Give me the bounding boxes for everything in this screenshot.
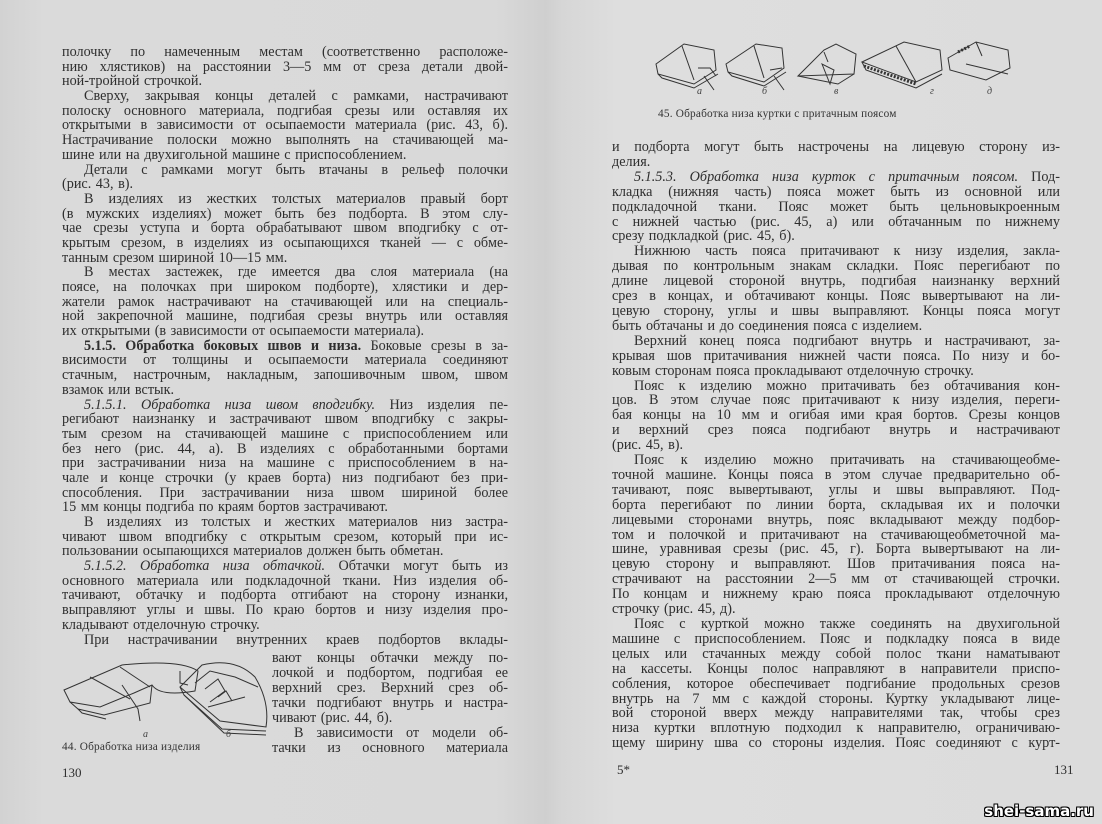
- text-line: [612, 334, 1060, 349]
- text-line: [62, 89, 508, 104]
- line-text: и верхний срез пояса подгибают внутрь и настрачивают: [612, 422, 1060, 439]
- text-line: [62, 603, 508, 618]
- text-line: [612, 587, 1060, 602]
- line-text: точной машине. Концы пояса в этом случае предварительно об-: [612, 466, 1060, 483]
- text-line: [612, 528, 1060, 543]
- text-line: [612, 453, 1060, 468]
- line-text: основного материала или подкладочной ткани. Низ изделия об-: [62, 572, 508, 589]
- line-text: срезу подкладкой (рис. 45, б).: [612, 228, 795, 245]
- text-line: [612, 677, 1060, 692]
- text-line: [62, 559, 508, 574]
- text-line: [62, 324, 508, 339]
- line-text: (рис. 45, в).: [612, 437, 684, 454]
- text-line: [612, 349, 1060, 364]
- figure-45-label-b: б: [762, 86, 768, 97]
- section-heading: 5.1.5.1. Обработка низа швом вподгибку.: [84, 396, 376, 413]
- text-line: [62, 486, 508, 501]
- line-text: Сверху, закрывая концы деталей с рамками, настрачивают: [84, 88, 508, 105]
- line-text: Настрачивание полоски можно выполнять на стачивающей ма-: [62, 132, 508, 149]
- line-text: тачки из основного материала: [272, 740, 508, 756]
- figure-44-drawing: [60, 657, 275, 739]
- text-line: [612, 304, 1060, 319]
- text-line: [62, 251, 508, 266]
- section-heading: 5.1.5.2. Обработка низа обтачкой.: [84, 558, 326, 575]
- text-line: [62, 295, 508, 310]
- line-text: том и полочкой и притачивают на стачивающеобметочной ма-: [612, 526, 1060, 543]
- line-text: с нижней частью (рис. 45, а) или обтачанным по нижнему: [612, 213, 1060, 230]
- text-line: [62, 177, 508, 192]
- text-line: [62, 45, 508, 60]
- line-text: (рис. 43, в).: [62, 176, 134, 193]
- figure-45-label-v: в: [834, 86, 839, 97]
- text-line: [62, 353, 508, 368]
- figure-45-drawing: [654, 40, 1014, 96]
- line-text: регибают наизнанку и застрачивают швом вподгибку с закры-: [62, 411, 508, 428]
- text-line: [612, 692, 1060, 707]
- text-line: [62, 574, 508, 589]
- text-line: [612, 364, 1060, 379]
- line-text: ковым сторонам пояса прокладывают отделочную строчку.: [612, 362, 974, 379]
- line-text: чивают (рис. 44, б).: [272, 710, 393, 726]
- line-text: Боковые срезы в за-: [361, 337, 508, 354]
- text-line: [62, 265, 508, 280]
- line-text: чале и конце строчки (у краев борта) низ подгибают без при-: [62, 469, 508, 486]
- line-text: кладка (нижняя часть) пояса может быть из основной или: [612, 183, 1060, 200]
- text-line: [62, 236, 508, 251]
- line-text: тым срезом на стачивающей машине с приспособлением или: [62, 425, 508, 442]
- figure-45-label-a: а: [697, 86, 702, 97]
- text-line: [62, 412, 508, 427]
- text-line: [612, 602, 1060, 617]
- text-line: [272, 681, 508, 696]
- text-line: [62, 427, 508, 442]
- text-line: [612, 408, 1060, 423]
- line-text: целых или стачанных между собой полос ткани наматывают: [612, 645, 1060, 662]
- line-text: срез в концах, и обтачивают концы. Пояс вывертывают на ли-: [612, 288, 1060, 305]
- line-text: По концам и нижнему краю пояса прокладывают отделочную: [612, 586, 1060, 603]
- line-text: Верхний конец пояса подгибают внутрь и настрачивают, за-: [634, 332, 1060, 349]
- text-line: [612, 259, 1060, 274]
- text-line: [612, 498, 1060, 513]
- line-text: Пояс с курткой можно также соединять на двухигольной: [634, 616, 1060, 632]
- text-line: [612, 244, 1060, 259]
- left-body-text: [62, 45, 508, 647]
- line-text: Детали с рамками могут быть втачаны в рельеф полочки: [84, 161, 508, 178]
- text-line: [62, 309, 508, 324]
- text-line: [62, 60, 508, 75]
- line-text: крывая шов притачивания нижней части пояса. По низу и бо-: [612, 347, 1060, 364]
- text-line: [612, 721, 1060, 736]
- line-text: цевую сторону, углы и швы выправляют. Концы пояса могут: [612, 302, 1060, 319]
- line-text: при застрачивании низа на машине с приспособлением в на-: [62, 455, 508, 472]
- line-text: подкладочной ткани. Пояс может быть цельновыкроенным: [612, 198, 1060, 215]
- section-heading: 5.1.5. Обработка боковых швов и низа.: [84, 337, 362, 354]
- line-text: стачным, настрочным, накладным, запошивочным швом, швом: [62, 367, 508, 384]
- line-text: Низ изделия пе-: [375, 396, 508, 413]
- line-text: ной-тройной строчкой.: [62, 73, 203, 90]
- line-text: В изделиях из толстых и жестких материалов низ застра-: [84, 514, 508, 530]
- line-text: вой стороной вверх между направителями так, чтобы срез: [612, 705, 1060, 722]
- line-text: Пояс к изделию можно притачивать без обтачивания кон-: [634, 377, 1060, 394]
- line-text: вают концы обтачки между по-: [272, 650, 508, 666]
- text-line: [612, 319, 1060, 334]
- text-line: [62, 588, 508, 603]
- line-text: (в мужских изделиях) может быть без подборта. В этом слу-: [62, 205, 508, 222]
- figure-44-caption: 44. Обработка низа изделия: [62, 741, 201, 753]
- text-line: [612, 617, 1060, 632]
- text-line: [612, 229, 1060, 244]
- right-body-text: [612, 140, 1060, 751]
- text-line: [62, 339, 508, 354]
- line-text: их открытыми (в зависимости от осыпаемости материала).: [62, 323, 425, 340]
- text-line: [62, 383, 508, 398]
- page-number-right: 131: [1054, 762, 1074, 777]
- line-text: быть обтачаны и до соединения пояса с изделием.: [612, 317, 923, 334]
- line-text: взамок или встык.: [62, 381, 175, 398]
- text-line: [62, 148, 508, 163]
- line-text: тачивают, пояс вывертывают, углы и швы выправляют. Под-: [612, 481, 1060, 498]
- line-text: полоску основного материала, подгибая срезы или оставляя их: [62, 102, 508, 119]
- line-text: жатели рамок настрачивают на стачивающей или на специаль-: [62, 293, 508, 310]
- text-line: [62, 368, 508, 383]
- text-line: [272, 726, 508, 741]
- text-line: [62, 544, 508, 559]
- line-text: чае срезы уступа и борта обрабатывают швом вподгибку с от-: [62, 220, 508, 237]
- watermark-logo: shei-sama.ru: [984, 802, 1094, 820]
- line-text: пользовании осыпающихся материалов должен быть обметан.: [62, 543, 444, 560]
- line-text: чивают швом вподгибку с открытым срезом, который при ис-: [62, 528, 508, 545]
- line-text: выправляют углы и швы. По краю бортов и низу изделия про-: [62, 602, 508, 619]
- text-line: [62, 118, 508, 133]
- text-line: [612, 483, 1060, 498]
- text-line: [62, 133, 508, 148]
- text-line: [612, 215, 1060, 230]
- text-line: [612, 542, 1060, 557]
- text-line: [612, 557, 1060, 572]
- text-line: [272, 651, 508, 666]
- line-text: лицевыми сторонами внутрь, пояс вкладывают между подбор-: [612, 511, 1060, 528]
- text-line: [62, 74, 508, 89]
- text-line: [62, 618, 508, 633]
- figure-44-label-a: а: [143, 729, 148, 740]
- text-line: [612, 662, 1060, 677]
- text-line: [612, 513, 1060, 528]
- text-line: [612, 468, 1060, 483]
- text-line: [62, 280, 508, 295]
- line-text: строчку (рис. 45, д).: [612, 601, 736, 618]
- line-text: Обтачки могут быть из: [325, 558, 508, 575]
- text-line: [612, 170, 1060, 185]
- text-line: [612, 423, 1060, 438]
- line-text: В местах застежек, где имеется два слоя материала (на: [84, 264, 508, 281]
- text-line: [612, 200, 1060, 215]
- line-text: ной закрепочной машине, подгибая срезы внутрь или оставляя: [62, 308, 508, 325]
- text-line: [612, 155, 1060, 170]
- text-line: [612, 706, 1060, 721]
- text-line: [272, 666, 508, 681]
- line-text: без него (рис. 44, а). В изделиях с обработанными бортами: [62, 440, 508, 457]
- text-line: [62, 530, 508, 545]
- text-line: [62, 398, 508, 413]
- line-text: цов. В этом случае пояс притачивают к низу изделия, переги-: [612, 392, 1060, 409]
- line-text: страчивают на расстоянии 2—5 мм от стачивающей строчки.: [612, 571, 1060, 588]
- line-text: Пояс к изделию можно притачивать на стачивающеобме-: [634, 452, 1060, 469]
- line-text: нию хлястиков) на расстоянии 3—5 мм от среза детали двой-: [62, 58, 508, 75]
- line-text: лочкой и подбортом, подгибая ее: [272, 665, 508, 681]
- line-text: способления. При застрачивании низа швом шириной более: [62, 484, 508, 501]
- text-line: [272, 711, 508, 726]
- text-line: [612, 274, 1060, 289]
- text-line: [612, 289, 1060, 304]
- line-text: поясе, на полочках при широком подборте), хлястики и дер-: [62, 279, 508, 295]
- text-line: [272, 741, 508, 756]
- line-text: на кассеты. Концы полос направляют в направители приспо-: [612, 660, 1060, 677]
- text-line: [62, 104, 508, 119]
- line-text: В изделиях из жестких толстых материалов правый борт: [84, 190, 508, 207]
- line-text: крытым срезом, в изделиях из осыпающихся тканей — с обме-: [62, 234, 508, 251]
- text-line: [62, 192, 508, 207]
- line-text: полочку по намеченным местам (соответственно расположе-: [62, 44, 508, 60]
- line-text: тачки подгибают внутрь и настра-: [272, 695, 508, 711]
- line-text: танным срезом шириной 10—15 мм.: [62, 249, 288, 266]
- text-line: [62, 221, 508, 236]
- line-text: внутрь на 7 мм с каждой стороны. Куртку укладывают лице-: [612, 690, 1060, 707]
- line-text: При настрачивании внутренних краев подбортов вклады-: [84, 631, 508, 648]
- text-line: [62, 163, 508, 178]
- text-line: [62, 515, 508, 530]
- line-text: и подборта могут быть настрочены на лицевую сторону из-: [612, 139, 1060, 155]
- line-text: дывая по контрольным знакам складки. Пояс перегибают по: [612, 258, 1060, 275]
- section-heading: 5.1.5.3. Обработка низа курток с притачным поясом.: [634, 168, 1018, 185]
- line-text: открытыми в зависимости от осыпаемости материала (рис. 43, б).: [62, 117, 508, 134]
- line-text: В зависимости от модели об-: [294, 725, 508, 741]
- line-text: борта перегибают по линии борта, складывая их и полочки: [612, 496, 1060, 513]
- line-text: собления, которое обеспечивает подгибание продольных срезов: [612, 675, 1060, 692]
- text-line: [612, 379, 1060, 394]
- left-side-text: [272, 651, 508, 756]
- text-line: [272, 696, 508, 711]
- page-number-left: 130: [62, 765, 82, 780]
- text-line: [612, 393, 1060, 408]
- line-text: 15 мм концы подгиба по краям бортов застрачивают.: [62, 499, 388, 516]
- text-line: [62, 471, 508, 486]
- text-line: [62, 442, 508, 457]
- text-line: [612, 140, 1060, 155]
- text-line: [612, 438, 1060, 453]
- line-text: машине с приспособлением. Пояс и подкладку пояса в виде: [612, 630, 1060, 647]
- text-line: [62, 500, 508, 515]
- text-line: [62, 456, 508, 471]
- line-text: бая концы на 10 мм и огибая ими края бортов. Срезы концов: [612, 407, 1060, 424]
- signature-mark: 5*: [617, 762, 630, 777]
- text-line: [612, 572, 1060, 587]
- text-line: [612, 185, 1060, 200]
- line-text: висимости от толщины и осыпаемости материала соединяют: [62, 352, 508, 369]
- line-text: Под-: [1018, 168, 1060, 185]
- text-line: [612, 632, 1060, 647]
- text-line: [612, 647, 1060, 662]
- line-text: цевую сторону и выправляют. Шов притачивания пояса на-: [612, 556, 1060, 573]
- right-page: [551, 0, 1102, 824]
- figure-45-label-d: д: [987, 86, 993, 97]
- line-text: тачивают, обтачку и подборта отгибают на сторону изнанки,: [62, 587, 508, 604]
- line-text: шине или на двухигольной машине с приспособлением.: [62, 146, 407, 163]
- line-text: щему ширину шва со стороны изделия. Пояс соединяют с курт-: [612, 735, 1060, 752]
- text-line: [62, 207, 508, 222]
- figure-44-label-b: б: [226, 729, 232, 740]
- text-line: [612, 736, 1060, 751]
- figure-45-label-g: г: [930, 86, 934, 97]
- line-text: делия.: [612, 153, 651, 170]
- figure-45-caption: 45. Обработка низа куртки с притачным поясом: [658, 108, 897, 120]
- line-text: шине, уравнивая срезы (рис. 45, г). Борта вывертывают на ли-: [612, 541, 1060, 558]
- line-text: верхний срез. Верхний срез об-: [272, 680, 508, 696]
- text-line: [62, 633, 508, 648]
- line-text: низа куртки вплотную подходил к направителю, ограничиваю-: [612, 720, 1060, 737]
- line-text: Нижнюю часть пояса притачивают к низу изделия, закла-: [634, 243, 1060, 260]
- line-text: длине лицевой стороной внутрь, подгибая наизнанку верхний: [612, 273, 1060, 290]
- line-text: кладывают отделочную строчку.: [62, 616, 260, 633]
